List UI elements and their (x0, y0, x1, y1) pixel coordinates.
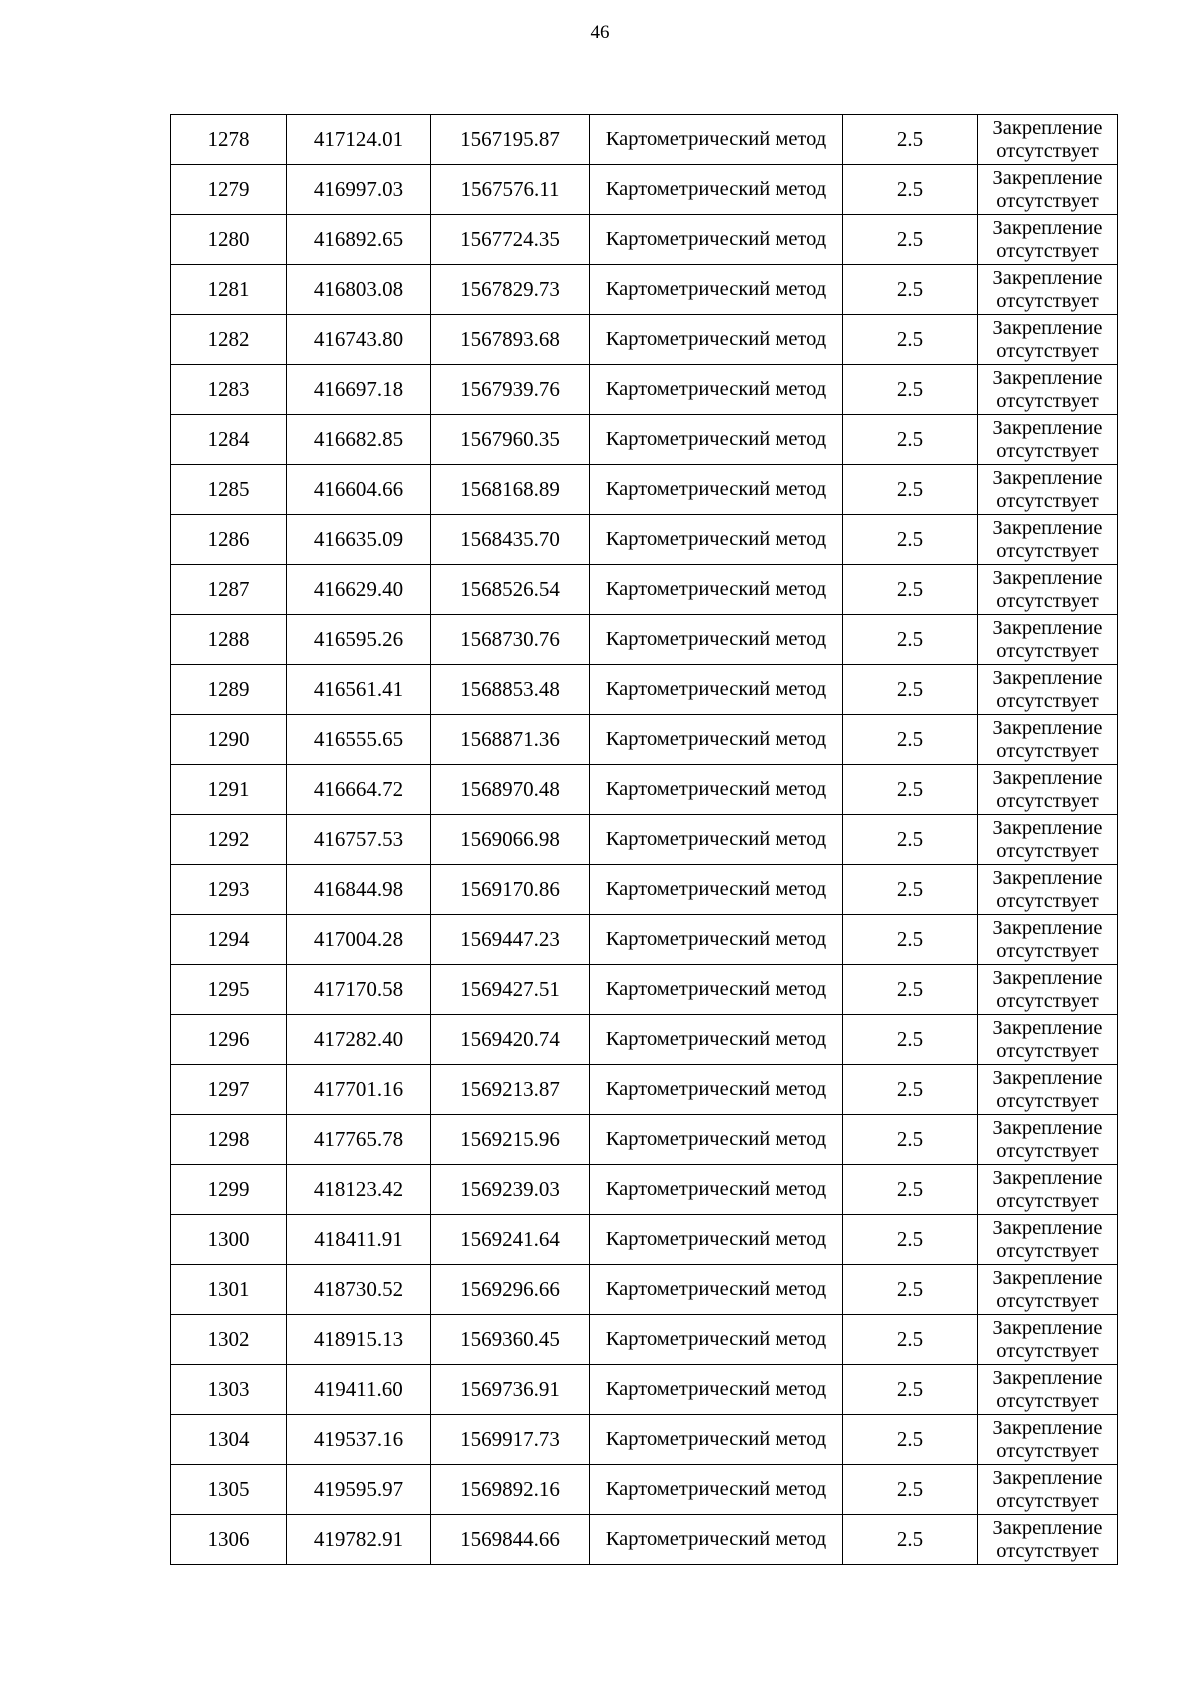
coordinate-x-cell: 416635.09 (287, 515, 431, 565)
point-number-cell: 1285 (171, 465, 287, 515)
table-row (171, 465, 1118, 515)
coordinate-x-cell: 418123.42 (287, 1165, 431, 1215)
fixing-label-line-2: отсутствует (996, 1489, 1099, 1512)
fixing-cell (978, 715, 1118, 765)
fixing-label-line-2: отсутствует (996, 439, 1099, 462)
fixing-cell (978, 1265, 1118, 1315)
coordinate-y-cell: 1569917.73 (431, 1415, 590, 1465)
table-row (171, 1465, 1118, 1515)
coordinate-x-cell: 416844.98 (287, 865, 431, 915)
method-cell: Картометрический метод (590, 165, 843, 215)
method-cell: Картометрический метод (590, 265, 843, 315)
table-row (171, 1365, 1118, 1415)
point-number-cell: 1280 (171, 215, 287, 265)
fixing-label-line-1: Закрепление (992, 1016, 1103, 1039)
method-cell: Картометрический метод (590, 715, 843, 765)
accuracy-cell: 2.5 (843, 1365, 978, 1415)
table-row (171, 1065, 1118, 1115)
point-number-cell: 1295 (171, 965, 287, 1015)
accuracy-cell: 2.5 (843, 515, 978, 565)
fixing-cell (978, 915, 1118, 965)
accuracy-cell: 2.5 (843, 1515, 978, 1565)
fixing-label-line-1: Закрепление (992, 266, 1103, 289)
fixing-label-line-1: Закрепление (992, 1216, 1103, 1239)
fixing-label-line-1: Закрепление (992, 1416, 1103, 1439)
table-row (171, 715, 1118, 765)
table-row (171, 915, 1118, 965)
page-number: 46 (590, 22, 610, 43)
point-number-cell: 1281 (171, 265, 287, 315)
accuracy-cell: 2.5 (843, 1265, 978, 1315)
table-row (171, 165, 1118, 215)
fixing-cell (978, 565, 1118, 615)
fixing-label-line-2: отсутствует (996, 389, 1099, 412)
fixing-label-line-1: Закрепление (992, 1166, 1103, 1189)
coordinate-x-cell: 417701.16 (287, 1065, 431, 1115)
method-cell: Картометрический метод (590, 765, 843, 815)
fixing-label-line-2: отсутствует (996, 889, 1099, 912)
coordinate-x-cell: 416997.03 (287, 165, 431, 215)
fixing-cell (978, 515, 1118, 565)
method-cell: Картометрический метод (590, 865, 843, 915)
coordinate-y-cell: 1569447.23 (431, 915, 590, 965)
table-row (171, 1515, 1118, 1565)
point-number-cell: 1303 (171, 1365, 287, 1415)
coordinate-x-cell: 416629.40 (287, 565, 431, 615)
coordinate-x-cell: 417765.78 (287, 1115, 431, 1165)
fixing-label-line-2: отсутствует (996, 1239, 1099, 1262)
table-row (171, 515, 1118, 565)
table-row (171, 615, 1118, 665)
point-number-cell: 1288 (171, 615, 287, 665)
accuracy-cell: 2.5 (843, 365, 978, 415)
coordinate-x-cell: 419595.97 (287, 1465, 431, 1515)
point-number-cell: 1284 (171, 415, 287, 465)
fixing-label-line-2: отсутствует (996, 839, 1099, 862)
table-row (171, 965, 1118, 1015)
fixing-cell (978, 265, 1118, 315)
coordinate-y-cell: 1569213.87 (431, 1065, 590, 1115)
coordinates-table (170, 114, 1118, 1565)
table-row (171, 1015, 1118, 1065)
fixing-cell (978, 1215, 1118, 1265)
coordinate-y-cell: 1567195.87 (431, 115, 590, 165)
method-cell: Картометрический метод (590, 1515, 843, 1565)
point-number-cell: 1296 (171, 1015, 287, 1065)
coordinate-y-cell: 1567893.68 (431, 315, 590, 365)
fixing-cell (978, 365, 1118, 415)
coordinate-x-cell: 417004.28 (287, 915, 431, 965)
table-row (171, 1215, 1118, 1265)
point-number-cell: 1302 (171, 1315, 287, 1365)
fixing-cell (978, 1365, 1118, 1415)
fixing-label-line-2: отсутствует (996, 689, 1099, 712)
coordinate-x-cell: 417282.40 (287, 1015, 431, 1065)
accuracy-cell: 2.5 (843, 1415, 978, 1465)
method-cell: Картометрический метод (590, 465, 843, 515)
fixing-cell (978, 415, 1118, 465)
fixing-label-line-2: отсутствует (996, 1439, 1099, 1462)
accuracy-cell: 2.5 (843, 615, 978, 665)
coordinate-y-cell: 1568730.76 (431, 615, 590, 665)
coordinate-y-cell: 1569420.74 (431, 1015, 590, 1065)
coordinate-x-cell: 416697.18 (287, 365, 431, 415)
coordinate-x-cell: 418411.91 (287, 1215, 431, 1265)
accuracy-cell: 2.5 (843, 1115, 978, 1165)
accuracy-cell: 2.5 (843, 1015, 978, 1065)
fixing-label-line-2: отсутствует (996, 1039, 1099, 1062)
table-row (171, 1165, 1118, 1215)
fixing-label-line-1: Закрепление (992, 316, 1103, 339)
fixing-label-line-2: отсутствует (996, 789, 1099, 812)
accuracy-cell: 2.5 (843, 215, 978, 265)
fixing-cell (978, 215, 1118, 265)
point-number-cell: 1290 (171, 715, 287, 765)
table-row (171, 1415, 1118, 1465)
table-row (171, 1115, 1118, 1165)
accuracy-cell: 2.5 (843, 115, 978, 165)
fixing-cell (978, 1015, 1118, 1065)
method-cell: Картометрический метод (590, 665, 843, 715)
point-number-cell: 1304 (171, 1415, 287, 1465)
table-row (171, 315, 1118, 365)
fixing-label-line-1: Закрепление (992, 1316, 1103, 1339)
fixing-cell (978, 1065, 1118, 1115)
coordinate-x-cell: 416595.26 (287, 615, 431, 665)
fixing-label-line-1: Закрепление (992, 916, 1103, 939)
point-number-cell: 1297 (171, 1065, 287, 1115)
point-number-cell: 1293 (171, 865, 287, 915)
accuracy-cell: 2.5 (843, 1315, 978, 1365)
fixing-label-line-1: Закрепление (992, 816, 1103, 839)
fixing-label-line-1: Закрепление (992, 1366, 1103, 1389)
fixing-label-line-2: отсутствует (996, 989, 1099, 1012)
fixing-cell (978, 815, 1118, 865)
accuracy-cell: 2.5 (843, 1165, 978, 1215)
coordinate-y-cell: 1568970.48 (431, 765, 590, 815)
fixing-label-line-1: Закрепление (992, 616, 1103, 639)
coordinate-x-cell: 416803.08 (287, 265, 431, 315)
coordinate-y-cell: 1568871.36 (431, 715, 590, 765)
fixing-label-line-1: Закрепление (992, 566, 1103, 589)
fixing-label-line-2: отсутствует (996, 639, 1099, 662)
coordinate-x-cell: 418915.13 (287, 1315, 431, 1365)
coordinate-x-cell: 417124.01 (287, 115, 431, 165)
fixing-label-line-1: Закрепление (992, 1116, 1103, 1139)
fixing-label-line-2: отсутствует (996, 589, 1099, 612)
point-number-cell: 1298 (171, 1115, 287, 1165)
fixing-label-line-1: Закрепление (992, 416, 1103, 439)
method-cell: Картометрический метод (590, 115, 843, 165)
table-row (171, 765, 1118, 815)
fixing-label-line-2: отсутствует (996, 189, 1099, 212)
fixing-label-line-1: Закрепление (992, 1516, 1103, 1539)
method-cell: Картометрический метод (590, 1115, 843, 1165)
coordinate-y-cell: 1567939.76 (431, 365, 590, 415)
fixing-label-line-1: Закрепление (992, 216, 1103, 239)
accuracy-cell: 2.5 (843, 665, 978, 715)
fixing-cell (978, 1315, 1118, 1365)
point-number-cell: 1278 (171, 115, 287, 165)
accuracy-cell: 2.5 (843, 465, 978, 515)
table-row (171, 865, 1118, 915)
table-row (171, 1265, 1118, 1315)
method-cell: Картометрический метод (590, 1065, 843, 1115)
fixing-label-line-2: отсутствует (996, 239, 1099, 262)
coordinate-x-cell: 417170.58 (287, 965, 431, 1015)
accuracy-cell: 2.5 (843, 965, 978, 1015)
fixing-label-line-2: отсутствует (996, 139, 1099, 162)
accuracy-cell: 2.5 (843, 165, 978, 215)
coordinate-x-cell: 416561.41 (287, 665, 431, 715)
fixing-label-line-1: Закрепление (992, 516, 1103, 539)
coordinate-y-cell: 1567724.35 (431, 215, 590, 265)
fixing-label-line-1: Закрепление (992, 1066, 1103, 1089)
coordinate-y-cell: 1567829.73 (431, 265, 590, 315)
coordinate-y-cell: 1568168.89 (431, 465, 590, 515)
fixing-cell (978, 1415, 1118, 1465)
method-cell: Картометрический метод (590, 1315, 843, 1365)
point-number-cell: 1287 (171, 565, 287, 615)
fixing-label-line-2: отсутствует (996, 1339, 1099, 1362)
coordinate-x-cell: 416743.80 (287, 315, 431, 365)
accuracy-cell: 2.5 (843, 915, 978, 965)
coordinate-x-cell: 416892.65 (287, 215, 431, 265)
point-number-cell: 1299 (171, 1165, 287, 1215)
fixing-label-line-1: Закрепление (992, 966, 1103, 989)
fixing-label-line-2: отсутствует (996, 739, 1099, 762)
fixing-cell (978, 865, 1118, 915)
method-cell: Картометрический метод (590, 815, 843, 865)
method-cell: Картометрический метод (590, 565, 843, 615)
coordinate-x-cell: 416682.85 (287, 415, 431, 465)
fixing-cell (978, 315, 1118, 365)
table-row (171, 365, 1118, 415)
table-row (171, 215, 1118, 265)
fixing-label-line-2: отсутствует (996, 1539, 1099, 1562)
coordinate-x-cell: 419782.91 (287, 1515, 431, 1565)
fixing-cell (978, 765, 1118, 815)
table-row (171, 565, 1118, 615)
accuracy-cell: 2.5 (843, 815, 978, 865)
coordinate-x-cell: 416757.53 (287, 815, 431, 865)
accuracy-cell: 2.5 (843, 865, 978, 915)
method-cell: Картометрический метод (590, 1215, 843, 1265)
point-number-cell: 1306 (171, 1515, 287, 1565)
fixing-cell (978, 965, 1118, 1015)
coordinate-y-cell: 1569239.03 (431, 1165, 590, 1215)
accuracy-cell: 2.5 (843, 565, 978, 615)
fixing-label-line-1: Закрепление (992, 1266, 1103, 1289)
method-cell: Картометрический метод (590, 1165, 843, 1215)
method-cell: Картометрический метод (590, 615, 843, 665)
coordinate-x-cell: 419537.16 (287, 1415, 431, 1465)
point-number-cell: 1294 (171, 915, 287, 965)
accuracy-cell: 2.5 (843, 315, 978, 365)
coordinate-y-cell: 1569892.16 (431, 1465, 590, 1515)
accuracy-cell: 2.5 (843, 1465, 978, 1515)
point-number-cell: 1286 (171, 515, 287, 565)
fixing-label-line-1: Закрепление (992, 866, 1103, 889)
fixing-label-line-1: Закрепление (992, 1466, 1103, 1489)
coordinate-x-cell: 418730.52 (287, 1265, 431, 1315)
table-row (171, 665, 1118, 715)
fixing-label-line-1: Закрепление (992, 366, 1103, 389)
coordinate-x-cell: 416555.65 (287, 715, 431, 765)
fixing-label-line-2: отсутствует (996, 289, 1099, 312)
fixing-label-line-1: Закрепление (992, 716, 1103, 739)
coordinate-x-cell: 419411.60 (287, 1365, 431, 1415)
method-cell: Картометрический метод (590, 1365, 843, 1415)
fixing-cell (978, 665, 1118, 715)
coordinate-y-cell: 1568853.48 (431, 665, 590, 715)
fixing-label-line-2: отсутствует (996, 1189, 1099, 1212)
coordinate-y-cell: 1569844.66 (431, 1515, 590, 1565)
fixing-label-line-1: Закрепление (992, 166, 1103, 189)
coordinate-y-cell: 1569066.98 (431, 815, 590, 865)
coordinate-y-cell: 1568435.70 (431, 515, 590, 565)
fixing-label-line-1: Закрепление (992, 766, 1103, 789)
fixing-label-line-2: отсутствует (996, 1139, 1099, 1162)
coordinate-y-cell: 1569241.64 (431, 1215, 590, 1265)
fixing-cell (978, 465, 1118, 515)
fixing-label-line-1: Закрепление (992, 116, 1103, 139)
accuracy-cell: 2.5 (843, 415, 978, 465)
fixing-label-line-2: отсутствует (996, 1289, 1099, 1312)
method-cell: Картометрический метод (590, 915, 843, 965)
coordinate-y-cell: 1567576.11 (431, 165, 590, 215)
method-cell: Картометрический метод (590, 1015, 843, 1065)
table-row (171, 815, 1118, 865)
coordinate-x-cell: 416664.72 (287, 765, 431, 815)
point-number-cell: 1292 (171, 815, 287, 865)
point-number-cell: 1301 (171, 1265, 287, 1315)
point-number-cell: 1283 (171, 365, 287, 415)
point-number-cell: 1300 (171, 1215, 287, 1265)
table-row (171, 115, 1118, 165)
coordinate-y-cell: 1569427.51 (431, 965, 590, 1015)
fixing-cell (978, 115, 1118, 165)
fixing-cell (978, 1115, 1118, 1165)
accuracy-cell: 2.5 (843, 265, 978, 315)
fixing-label-line-2: отсутствует (996, 1389, 1099, 1412)
accuracy-cell: 2.5 (843, 715, 978, 765)
method-cell: Картометрический метод (590, 1415, 843, 1465)
fixing-label-line-1: Закрепление (992, 466, 1103, 489)
fixing-cell (978, 1465, 1118, 1515)
fixing-cell (978, 165, 1118, 215)
coordinate-y-cell: 1569170.86 (431, 865, 590, 915)
point-number-cell: 1291 (171, 765, 287, 815)
coordinate-y-cell: 1568526.54 (431, 565, 590, 615)
table-row (171, 415, 1118, 465)
coordinate-x-cell: 416604.66 (287, 465, 431, 515)
method-cell: Картометрический метод (590, 215, 843, 265)
accuracy-cell: 2.5 (843, 1065, 978, 1115)
accuracy-cell: 2.5 (843, 1215, 978, 1265)
accuracy-cell: 2.5 (843, 765, 978, 815)
method-cell: Картометрический метод (590, 1465, 843, 1515)
point-number-cell: 1305 (171, 1465, 287, 1515)
coordinate-y-cell: 1569215.96 (431, 1115, 590, 1165)
fixing-label-line-2: отсутствует (996, 339, 1099, 362)
method-cell: Картометрический метод (590, 1265, 843, 1315)
fixing-label-line-2: отсутствует (996, 939, 1099, 962)
fixing-label-line-1: Закрепление (992, 666, 1103, 689)
fixing-label-line-2: отсутствует (996, 489, 1099, 512)
point-number-cell: 1282 (171, 315, 287, 365)
method-cell: Картометрический метод (590, 415, 843, 465)
coordinate-y-cell: 1569296.66 (431, 1265, 590, 1315)
fixing-cell (978, 1165, 1118, 1215)
fixing-label-line-2: отсутствует (996, 1089, 1099, 1112)
coordinate-y-cell: 1569736.91 (431, 1365, 590, 1415)
method-cell: Картометрический метод (590, 965, 843, 1015)
fixing-cell (978, 615, 1118, 665)
point-number-cell: 1289 (171, 665, 287, 715)
coordinate-y-cell: 1567960.35 (431, 415, 590, 465)
point-number-cell: 1279 (171, 165, 287, 215)
method-cell: Картометрический метод (590, 365, 843, 415)
coordinate-y-cell: 1569360.45 (431, 1315, 590, 1365)
table-row (171, 1315, 1118, 1365)
coordinates-table-body (171, 115, 1118, 1565)
fixing-label-line-2: отсутствует (996, 539, 1099, 562)
fixing-cell (978, 1515, 1118, 1565)
method-cell: Картометрический метод (590, 315, 843, 365)
table-row (171, 265, 1118, 315)
method-cell: Картометрический метод (590, 515, 843, 565)
